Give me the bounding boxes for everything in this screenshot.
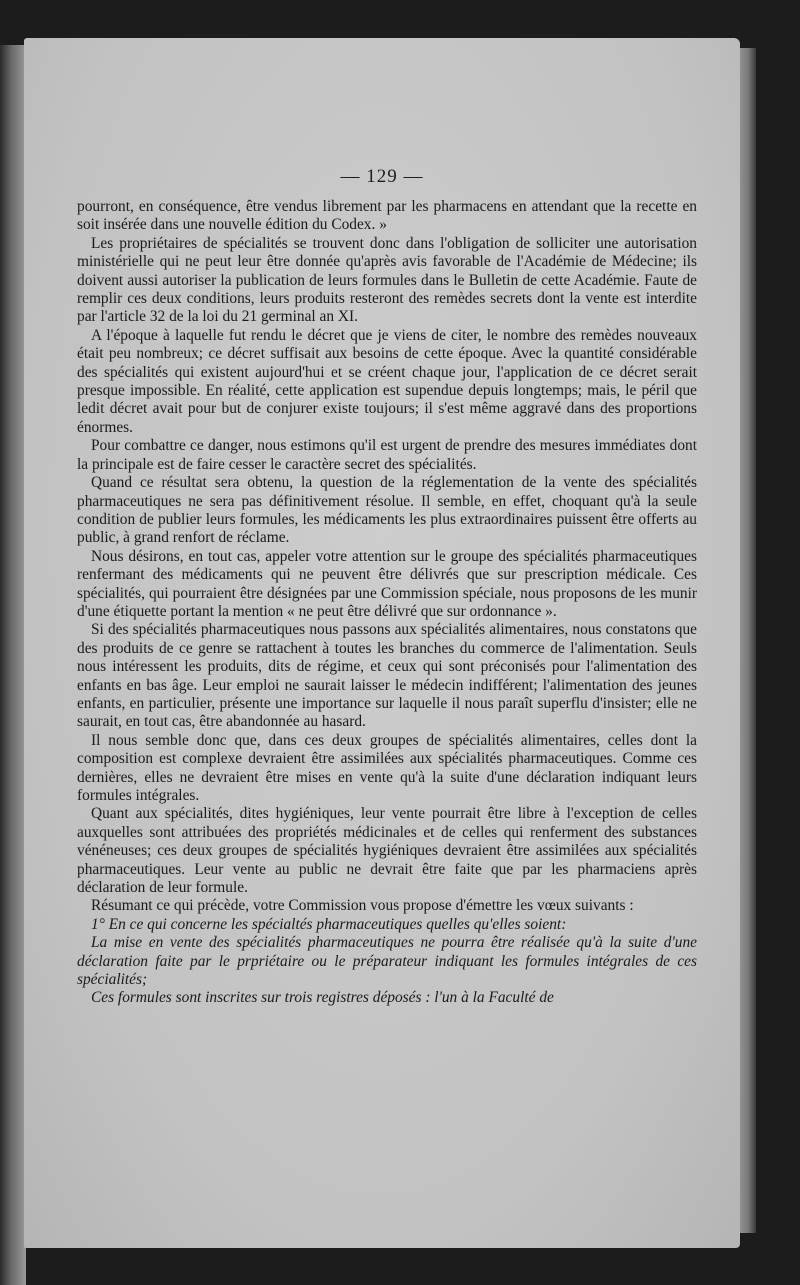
paragraph: Pour combattre ce danger, nous estimons qu'il est urgent de prendre des mesures immédiates dont la principale est de faire cesser le caractère secret des spécialités. — [77, 437, 697, 473]
paragraph: Nous désirons, en tout cas, appeler votre attention sur le groupe des spécialités pharmaceutiques renfermant des médicaments qui ne peuvent être délivrés que sur prescription médicale. Ces spécialités, qui pourraient être désignées par une Commission spéciale, nous proposons de les munir d'une étiquette portant la mention « ne peut être délivré que sur ordonnance ». — [77, 547, 697, 620]
vow-heading: 1° En ce qui concerne les spécialtés pharmaceutiques quelles qu'elles soient: — [91, 915, 567, 933]
paragraph: Quant aux spécialités, dites hygiéniques, leur vente pourrait être libre à l'exception de celles auxquelles sont attribuées des propriétés médicinales et de celles qui renferment des substances vénéneuses; ces deux groupes de spécialités hygiéniques devraient être assimilées aux spécialités pharmaceutiques. Leur vente au public ne devrait être faite que par les pharmaciens après déclaration de leur formule. — [77, 805, 697, 897]
body-text — [77, 198, 697, 1008]
paragraph: Si des spécialités pharmaceutiques nous passons aux spécialités alimentaires, nous constatons que des produits de ce genre se rattachent à toutes les branches du commerce de l'alimentation. Seuls nous intéressent les produits, dits de régime, et ceux qui sont préconisés pour l'alimentation des enfants en bas âge. Leur emploi ne saurait laisser le médecin indifférent; l'alimentation des jeunes enfants, en particulier, présente une importance sur laquelle il nous paraît superflu d'insister; elle ne saurait, en tout cas, être abandonnée au hasard. — [77, 621, 697, 731]
document-page — [24, 38, 740, 1248]
page-number: — 129 — — [340, 166, 424, 187]
paragraph: Quand ce résultat sera obtenu, la question de la réglementation de la vente des spécialités pharmaceutiques ne sera pas définitivement résolue. Il semble, en effet, choquant qu'à la seule condition de publier leurs formules, les médicaments les plus extraordinaires puissent être offerts au public, à grand renfort de réclame. — [77, 474, 697, 547]
paragraph: A l'époque à laquelle fut rendu le décret que je viens de citer, le nombre des remèdes nouveaux était peu nombreux; ce décret suffisait aux besoins de cette époque. Avec la quantité considérable des spécialités qui existent aujourd'hui et se créent chaque jour, l'application de ce décret serait presque impossible. En réalité, cette application est supendue depuis longtemps; mais, le péril que ledit décret avait pour but de conjurer existe toujours; il s'est même aggravé dans des proportions énormes. — [77, 326, 697, 436]
book-spine-edge — [0, 45, 26, 1285]
vow-paragraph: Ces formules sont inscrites sur trois registres déposés : l'un à la Faculté de — [91, 989, 554, 1007]
paragraph: pourront, en conséquence, être vendus librement par les pharmacens en attendant que la recette en soit insérée dans une nouvelle édition du Codex. » — [77, 198, 697, 234]
paragraph: Les propriétaires de spécialités se trouvent donc dans l'obligation de solliciter une autorisation ministérielle qui ne peut leur être donnée qu'après avis favorable de l'Académie de Médecine; ils doivent aussi autoriser la publication de leurs formules dans le Bulletin de cette Académie. Faute de remplir ces deux conditions, leurs produits resteront des remèdes secrets dont la vente est interdite par l'article 32 de la loi du 21 germinal an XI. — [77, 234, 697, 326]
paragraph: Il nous semble donc que, dans ces deux groupes de spécialités alimentaires, celles dont la composition est complexe devraient être assimilées aux spécialités pharmaceutiques. Comme ces dernières, elles ne devraient être mises en vente qu'à la suite d'une déclaration indiquant leurs formules intégrales. — [77, 731, 697, 804]
vow-paragraph: La mise en vente des spécialités pharmaceutiques ne pourra être réalisée qu'à la suite d'une déclaration faite par le prpriétaire ou le préparateur indiquant les formules intégrales de ces spécialités; — [77, 934, 697, 989]
paragraph: Résumant ce qui précède, votre Commission vous propose d'émettre les vœux suivants : — [91, 897, 634, 915]
